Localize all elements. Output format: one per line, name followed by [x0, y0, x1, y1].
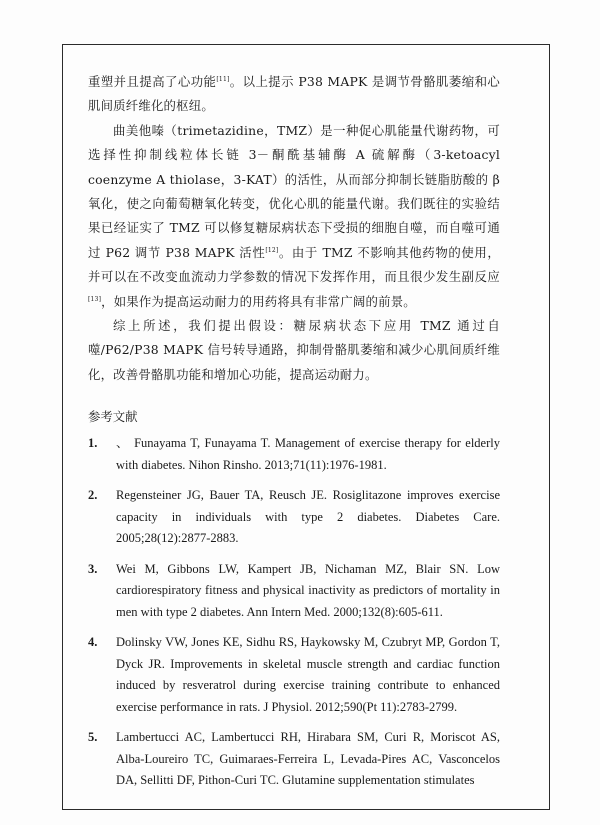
- paragraph-text: 。由于 TMZ 不影响其他药物的使用，并可以在不改变血流动力学参数的情况下发挥作用，而且很少发生副反应: [88, 244, 500, 285]
- reference-text: 、 Funayama T, Funayama T. Management of exercise therapy for elderly with diabetes. Nihon Rinsho. 2013;71(11):1976-1981.: [116, 436, 500, 472]
- reference-list: [88, 433, 500, 792]
- reference-text: Dolinsky VW, Jones KE, Sidhu RS, Haykowsky M, Czubryt MP, Gordon T, Dyck JR. Improvements in skeletal muscle strength and cardiac function induced by resveratrol during exercise training contribute to enhanced exercise performance in rats. J Physiol. 2012;590(Pt 11):2783-2799.: [116, 635, 500, 714]
- reference-number: 3.: [88, 561, 98, 576]
- reference-number: 1.: [88, 436, 98, 451]
- paragraph-text: 曲美他嗪（trimetazidine，TMZ）是一种促心肌能量代谢药物，可选择性抑制线粒体长链 3－酮酰基辅酶 A 硫解酶（3-ketoacyl coenzyme A thiolase，3-KAT）的活性，从而部分抑制长链脂肪酸的 β 氧化，使之向葡萄糖氧化转变，优化心肌的能量代谢。我们既往的实验结果已经证实了 TMZ 可以修复糖尿病状态下受损的细胞自噬，而自噬可通过 P62 调节 P38 MAPK 活性: [88, 122, 500, 260]
- reference-number: 4.: [88, 635, 98, 650]
- paragraph-text: 。以上提示 P38 MAPK 是调节骨骼肌萎缩和心肌间质纤维化的枢纽。: [88, 74, 500, 114]
- paragraph-text: ，如果作为提高运动耐力的用药将具有非常广阔的前景。: [101, 293, 416, 309]
- reference-text: Regensteiner JG, Bauer TA, Reusch JE. Rosiglitazone improves exercise capacity in individuals with type 2 diabetes. Diabetes Care. 2005;28(12):2877-2883.: [116, 488, 500, 546]
- references-heading: 参考文献: [88, 409, 138, 425]
- reference-number: 5.: [88, 730, 98, 745]
- reference-text: Wei M, Gibbons LW, Kampert JB, Nichaman MZ, Blair SN. Low cardiorespiratory fitness and physical inactivity as predictors of mortality in men with type 2 diabetes. Ann Intern Med. 2000;132(8):605-611.: [116, 561, 500, 619]
- reference-item: [88, 559, 500, 624]
- reference-item: [88, 485, 500, 550]
- paragraph-text: 综上所述，我们提出假设：糖尿病状态下应用 TMZ 通过自噬/P62/P38 MAPK 信号转导通路，抑制骨骼肌萎缩和减少心肌间质纤维化，改善骨骼肌功能和增加心功能，提高运动耐力。: [88, 318, 500, 382]
- reference-item: [88, 727, 500, 792]
- body-paragraph: [88, 314, 500, 387]
- body-paragraph: [88, 119, 500, 314]
- paragraph-text: 重塑并且提高了心功能: [88, 74, 217, 89]
- citation-superscript: [12]: [265, 246, 279, 254]
- document-body: [88, 70, 500, 801]
- citation-superscript: [13]: [88, 295, 102, 303]
- body-text: [88, 70, 500, 387]
- citation-superscript: [11]: [216, 75, 230, 83]
- reference-text: Lambertucci AC, Lambertucci RH, Hirabara SM, Curi R, Moriscot AS, Alba-Loureiro TC, Guimaraes-Ferreira L, Levada-Pires AC, Vasconcelos DA, Sellitti DF, Pithon-Curi TC. Glutamine supplementation stimulates: [116, 730, 500, 788]
- reference-item: [88, 632, 500, 718]
- body-paragraph: [88, 70, 500, 119]
- reference-number: 2.: [88, 488, 98, 503]
- reference-item: [88, 433, 500, 476]
